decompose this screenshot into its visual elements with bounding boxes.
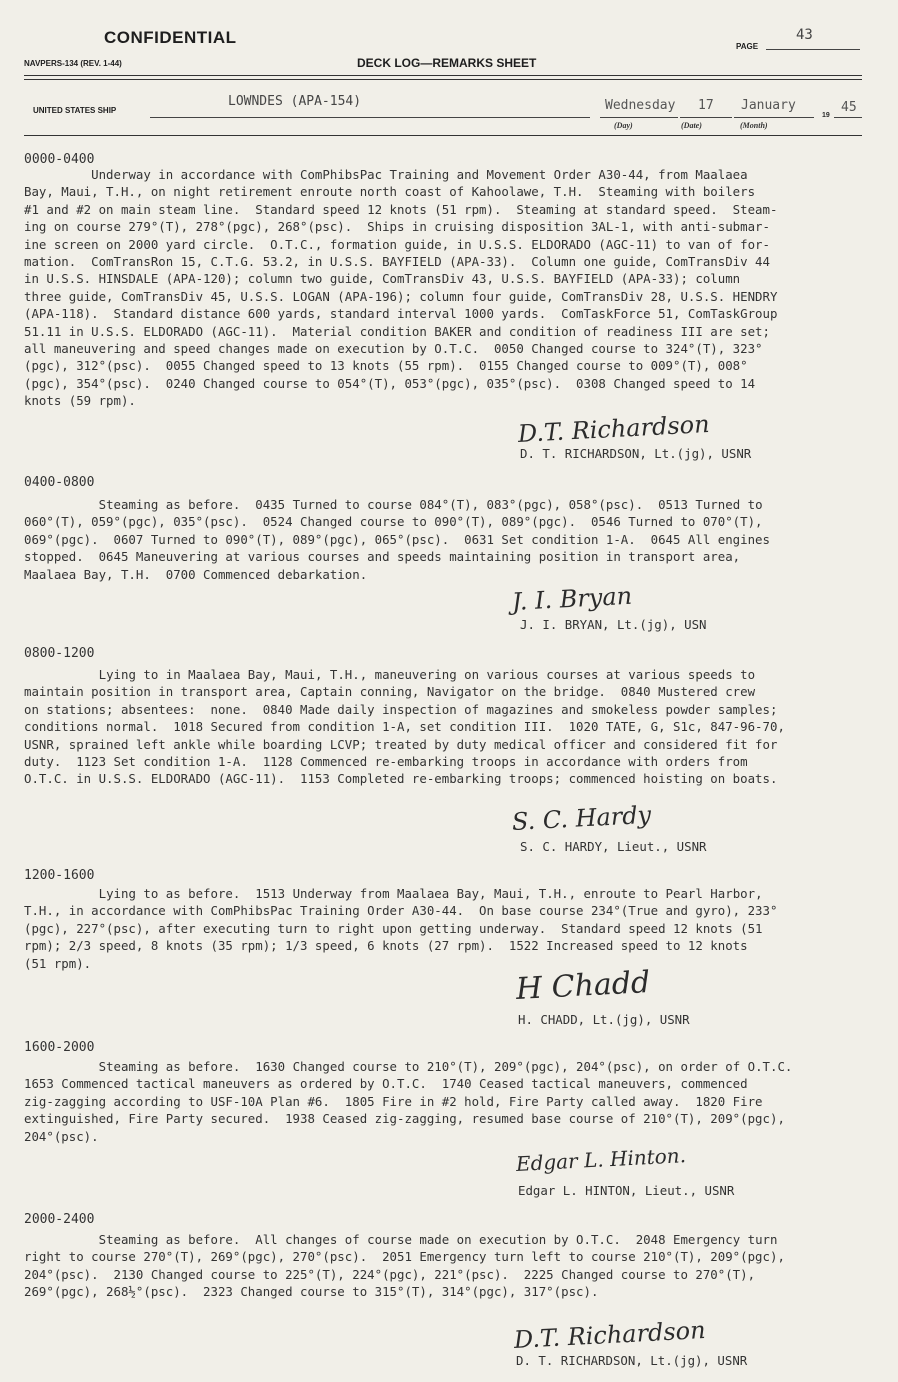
- officer-signature: S. C. Hardy: [511, 800, 652, 836]
- form-number: NAVPERS-134 (REV. 1-44): [24, 59, 122, 68]
- month-underline: [734, 117, 814, 118]
- year-underline: [834, 117, 862, 118]
- watch-remarks: Lying to as before. 1513 Underway from Maalaea Bay, Maui, T.H., enroute to Pearl Harbor, T.H., in accordance with ComPhibsPac Training Order A30-44. On base course 234°(True and gyro), 233° (pgc), 227°(psc), after executing turn to right upon getting underway. Standard speed 12 knots (51 rpm); 2/3 speed, 8 knots (35 rpm); 1/3 speed, 6 knots (27 rpm). 1522 Increased speed to 12 knots (51 rpm).: [24, 886, 778, 971]
- watch-period-title: 0800-1200: [24, 646, 95, 661]
- watch-period-title: 1600-2000: [24, 1040, 95, 1055]
- officer-name: D. T. RICHARDSON, Lt.(jg), USNR: [520, 446, 752, 461]
- officer-name: D. T. RICHARDSON, Lt.(jg), USNR: [516, 1353, 748, 1368]
- header-rule-bottom: [24, 135, 862, 136]
- watch-remarks: Steaming as before. All changes of course made on execution by O.T.C. 2048 Emergency turn right to course 270°(T), 269°(pgc), 270°(psc). 2051 Emergency turn left to course 210°(T), 209°(pgc), 204°(psc). 2130 Changed course to 225°(T), 224°(pgc), 221°(psc). 2225 Changed course to 270°(T), 269°(pgc), 268½°(psc). 2323 Changed course to 315°(T), 314°(pgc), 317°(psc).: [24, 1232, 785, 1300]
- ship-label: UNITED STATES SHIP: [33, 106, 117, 115]
- watch-remarks: Lying to in Maalaea Bay, Maui, T.H., maneuvering on various courses at various speeds to maintain position in transport area, Captain conning, Navigator on the bridge. 0840 Mustered crew on stations; absentees: none. 0840 Made daily inspection of magazines and smokeless powder samples; conditions normal. 1018 Secured from condition 1-A, set condition III. 1020 TATE, G, S1c, 847-96-70, USNR, sprained left ankle while boarding LCVP; treated by duty medical officer and considered fit for duty. 1123 Set condition 1-A. 1128 Commenced re-embarking troops in accordance with orders from O.T.C. in U.S.S. ELDORADO (AGC-11). 1153 Completed re-embarking troops; commenced hoisting on boats.: [24, 667, 785, 787]
- watch-period-title: 2000-2400: [24, 1212, 95, 1227]
- page-label: PAGE: [736, 42, 759, 51]
- officer-signature: D.T. Richardson: [517, 409, 711, 448]
- day-value: Wednesday: [605, 98, 676, 113]
- officer-signature: Edgar L. Hinton.: [515, 1143, 687, 1176]
- officer-name: Edgar L. HINTON, Lieut., USNR: [518, 1183, 735, 1198]
- header-rule-top: [24, 75, 862, 76]
- sheet-title: DECK LOG—REMARKS SHEET: [357, 56, 537, 70]
- officer-signature: D.T. Richardson: [513, 1315, 707, 1354]
- classification-label: CONFIDENTIAL: [104, 28, 237, 47]
- officer-name: J. I. BRYAN, Lt.(jg), USN: [520, 617, 707, 632]
- month-label: (Month): [740, 121, 768, 130]
- date-label: (Date): [681, 121, 702, 130]
- watch-remarks: Steaming as before. 1630 Changed course to 210°(T), 209°(pgc), 204°(psc), on order of O.T.C. 1653 Commenced tactical maneuvers as ordered by O.T.C. 1740 Ceased tactical maneuvers, commenced zig-zagging according to USF-10A Plan #6. 1805 Fire in #2 hold, Fire Party called away. 1820 Fire extinguished, Fire Party secured. 1938 Ceased zig-zagging, resumed base course of 210°(T), 209°(pgc), 204°(psc).: [24, 1059, 793, 1144]
- watch-period-title: 1200-1600: [24, 868, 95, 883]
- day-underline: [600, 117, 678, 118]
- watch-period-title: 0400-0800: [24, 475, 95, 490]
- ship-name-underline: [150, 117, 590, 118]
- month-value: January: [741, 98, 796, 113]
- watch-period-title: 0000-0400: [24, 152, 95, 167]
- page-number-underline: [766, 49, 860, 50]
- page-number: 43: [796, 27, 813, 43]
- year-value: 45: [841, 100, 857, 115]
- officer-signature: H Chadd: [515, 964, 652, 1007]
- ship-name: LOWNDES (APA-154): [228, 94, 362, 109]
- year-prefix: 19: [822, 112, 830, 119]
- officer-name: H. CHADD, Lt.(jg), USNR: [518, 1012, 690, 1027]
- header-rule-second: [24, 79, 862, 80]
- watch-remarks: Steaming as before. 0435 Turned to course 084°(T), 083°(pgc), 058°(psc). 0513 Turned to 060°(T), 059°(pgc), 035°(psc). 0524 Changed course to 090°(T), 089°(pgc). 0546 Turned to 070°(T), 069°(pgc). 0607 Turned to 090°(T), 089°(pgc), 065°(psc). 0631 Set condition 1-A. 0645 All engines stopped. 0645 Maneuvering at various courses and speeds maintaining position in transport area, Maalaea Bay, T.H. 0700 Commenced debarkation.: [24, 497, 770, 582]
- watch-remarks: Underway in accordance with ComPhibsPac Training and Movement Order A30-44, from Maalaea Bay, Maui, T.H., on night retirement enroute north coast of Kahoolawe, T.H. Steaming with boilers #1 and #2 on main steam line. Standard speed 12 knots (51 rpm). Steaming at standard speed. Steam- ing on course 279°(T), 278°(pgc), 268°(psc). Ships in cruising disposition 3AL-1, with anti-submar- ine screen on 2000 yard circle. O.T.C., formation guide, in U.S.S. ELDORADO (AGC-11) to van of for- mation. ComTransRon 15, C.T.G. 53.2, in U.S.S. BAYFIELD (APA-33). Column one guide, ComTransDiv 44 in U.S.S. HINSDALE (APA-120); column two guide, ComTransDiv 43, U.S.S. BAYFIELD (APA-33); column three guide, ComTransDiv 45, U.S.S. LOGAN (APA-196); column four guide, ComTransDiv 28, U.S.S. HENDRY (APA-118). Standard distance 600 yards, standard interval 1000 yards. ComTaskForce 51, ComTaskGroup 51.11 in U.S.S. ELDORADO (AGC-11). Material condition BAKER and condition of readiness III are set; all maneuvering and speed changes made on execution by O.T.C. 0050 Changed course to 324°(T), 323° (pgc), 312°(psc). 0055 Changed speed to 13 knots (55 rpm). 0155 Changed course to 009°(T), 008° (pgc), 354°(psc). 0240 Changed course to 054°(T), 053°(pgc), 035°(psc). 0308 Changed speed to 14 knots (59 rpm).: [24, 167, 778, 409]
- officer-signature: J. I. Bryan: [511, 581, 633, 616]
- officer-name: S. C. HARDY, Lieut., USNR: [520, 839, 707, 854]
- date-value: 17: [698, 98, 714, 113]
- day-label: (Day): [614, 121, 633, 130]
- date-underline: [680, 117, 732, 118]
